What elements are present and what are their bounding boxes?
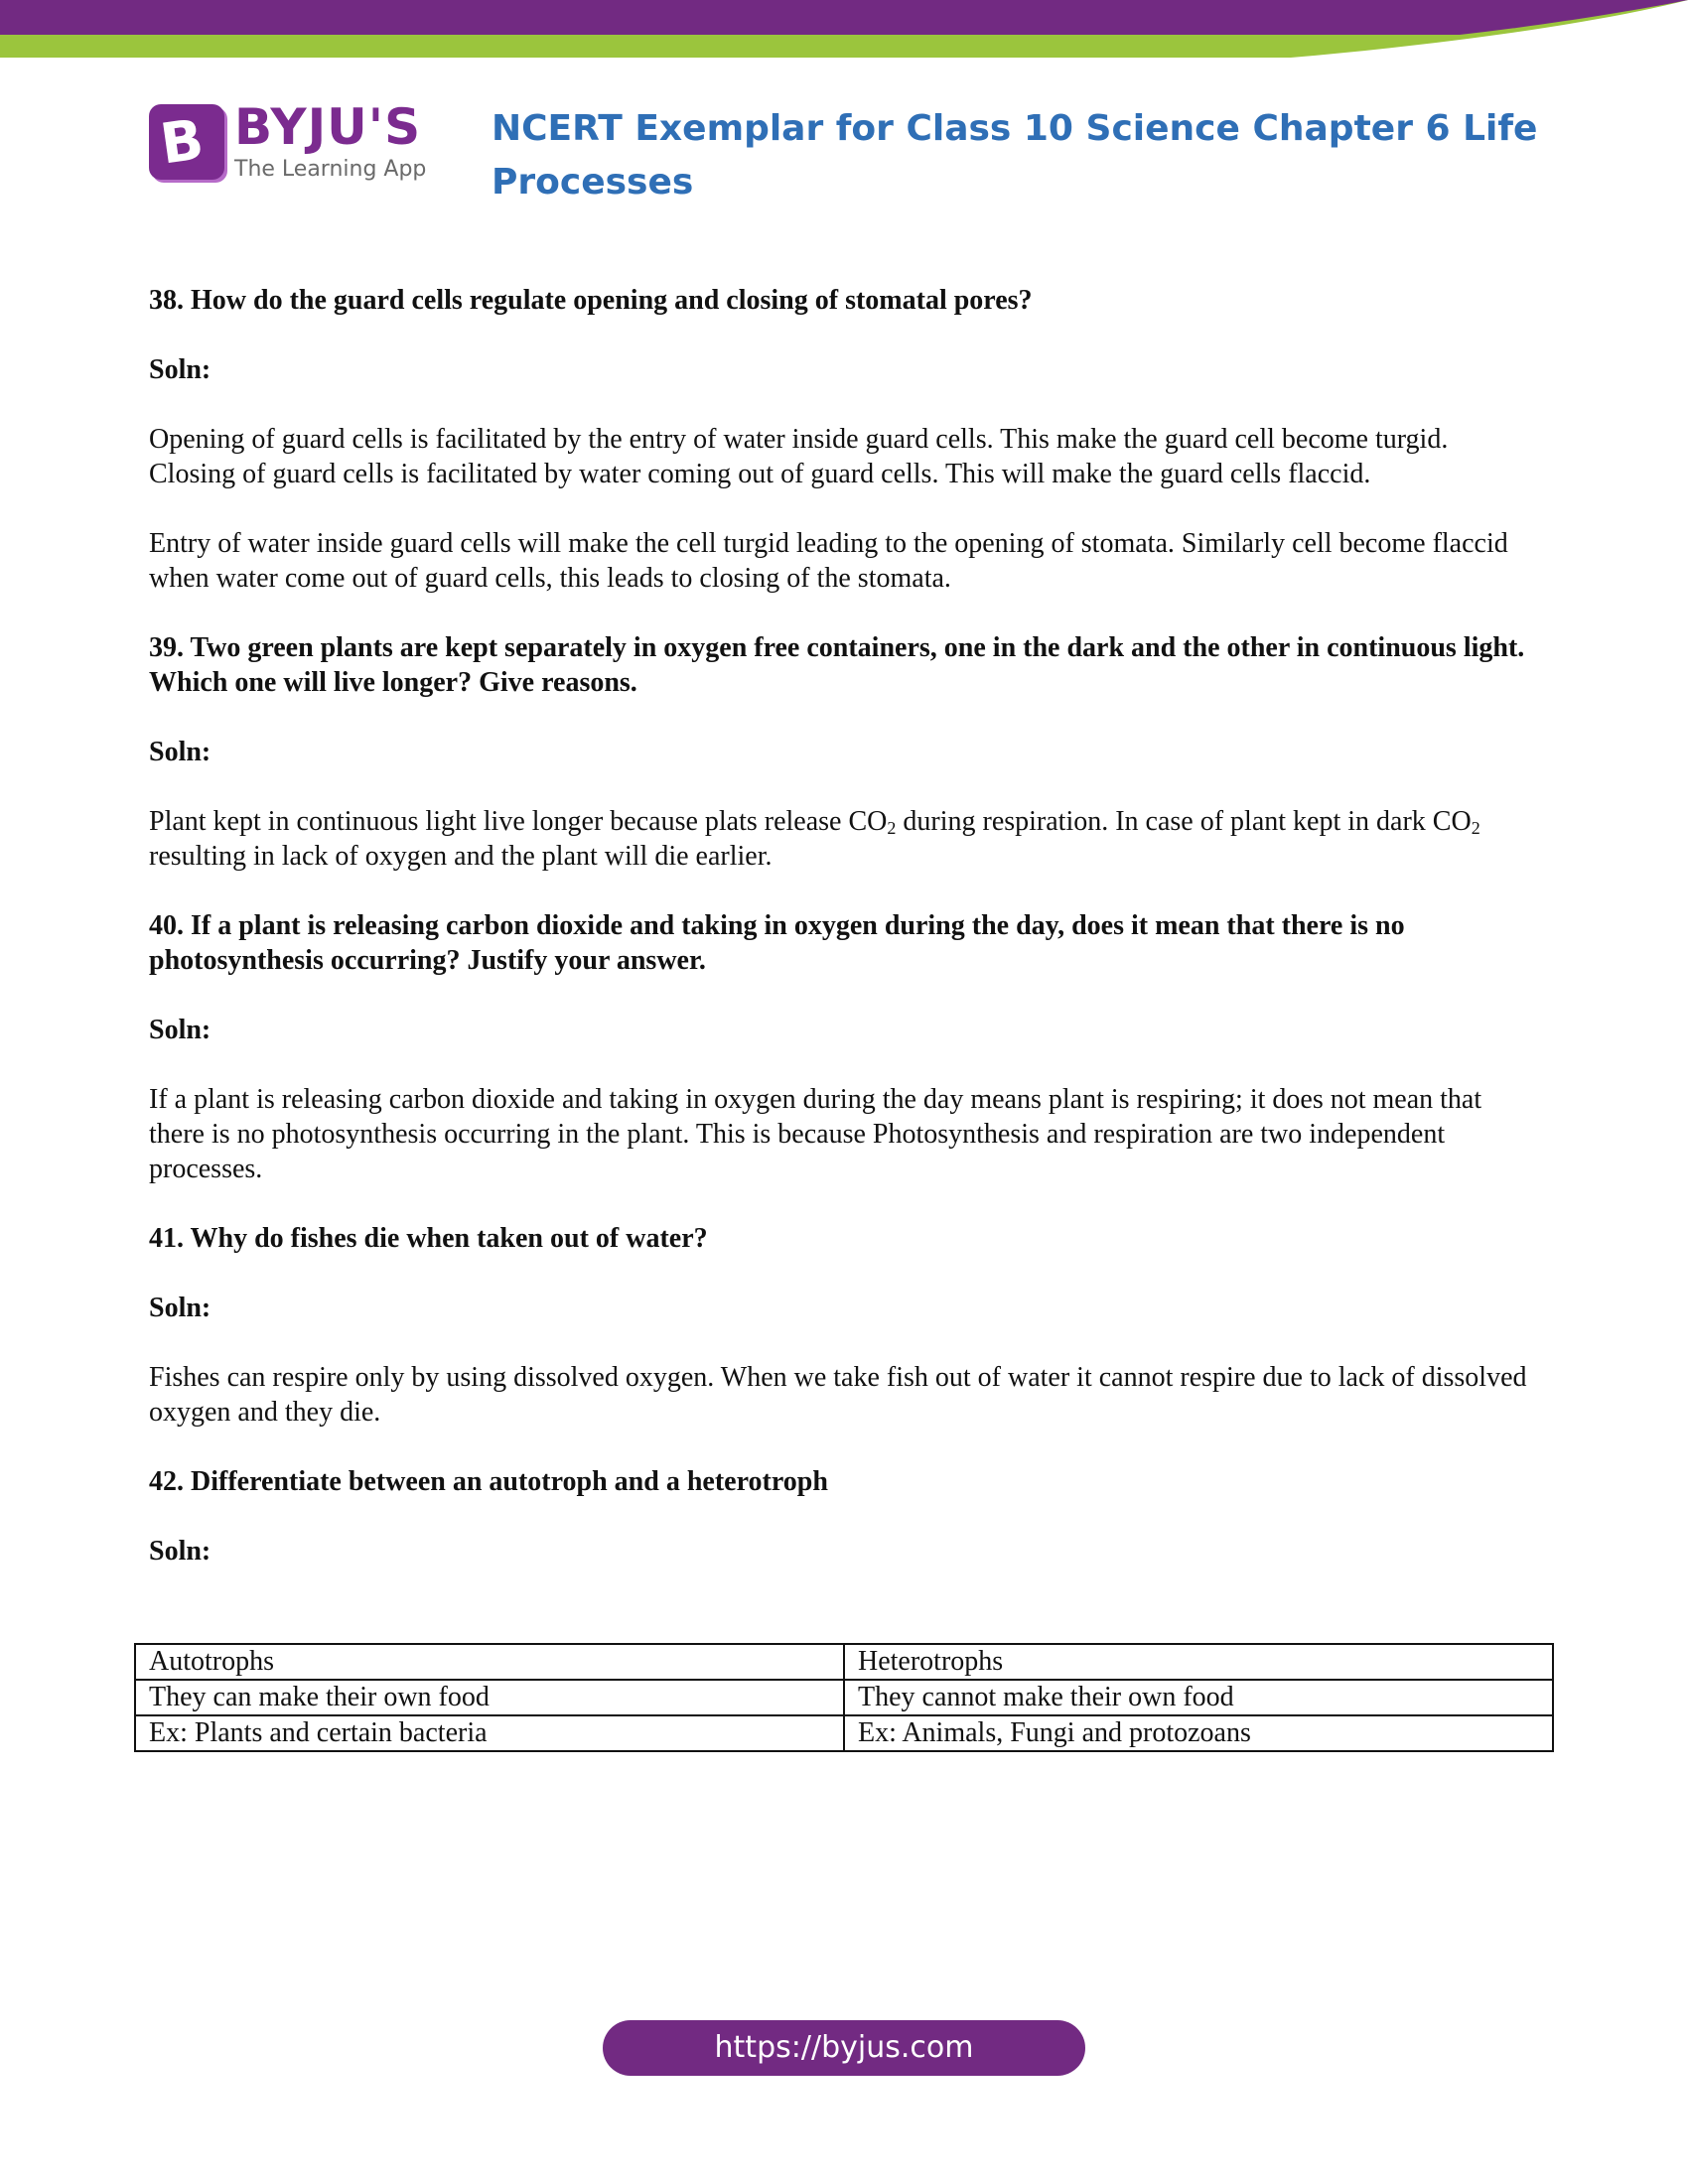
answer-paragraph: Fishes can respire only by using dissolved oxygen. When we take fish out of water it cannot respire due to lack of dissolved oxygen and they die.	[149, 1362, 1527, 1428]
question-text: 41. Why do fishes die when taken out of water?	[149, 1223, 708, 1254]
question-text: 39. Two green plants are kept separately in oxygen free containers, one in the dark and the other in continuous light. Which one will live longer? Give reasons.	[149, 632, 1525, 698]
document-title: NCERT Exemplar for Class 10 Science Chapter 6 Life Processes	[492, 108, 1538, 203]
byjus-logo[interactable]	[149, 99, 432, 184]
answer-text: Plant kept in continuous light live longer because plats release CO	[149, 806, 888, 837]
answer-paragraph: Opening of guard cells is facilitated by the entry of water inside guard cells. This make the guard cell become turgid. Closing of guard cells is facilitated by water coming out of guard cells. This will make the guard cells flaccid.	[149, 424, 1449, 489]
table-cell: Autotrophs	[135, 1644, 844, 1680]
question-block	[149, 1221, 1539, 1430]
table-row	[135, 1644, 1553, 1680]
document-body	[149, 283, 1539, 1603]
question-text: 40. If a plant is releasing carbon dioxide and taking in oxygen during the day, does it mean that there is no photosynthesis occurring? Justify your answer.	[149, 910, 1405, 976]
table-cell: Ex: Plants and certain bacteria	[135, 1715, 844, 1751]
soln-label: Soln:	[149, 1536, 211, 1567]
answer-text: resulting in lack of oxygen and the plant will die earlier.	[149, 841, 773, 872]
table-cell: Heterotrophs	[844, 1644, 1553, 1680]
answer-paragraph	[149, 804, 1539, 874]
logo-wordmark: BYJU'S	[234, 98, 422, 156]
table-cell: They can make their own food	[135, 1680, 844, 1715]
page-header	[149, 94, 1589, 213]
logo-b-icon: B	[149, 104, 224, 180]
question-text: 42. Differentiate between an autotroph and a heterotroph	[149, 1466, 828, 1497]
question-block	[149, 1464, 1539, 1569]
answer-paragraph: If a plant is releasing carbon dioxide and taking in oxygen during the day means plant is respiring; it does not mean that there is no photosynthesis occurring in the plant. This is because Photosynthesis and respiration are two independent processes.	[149, 1084, 1482, 1184]
question-text: 38. How do the guard cells regulate opening and closing of stomatal pores?	[149, 285, 1033, 316]
question-block	[149, 630, 1539, 874]
autotroph-heterotroph-table	[134, 1643, 1554, 1752]
answer-text: during respiration. In case of plant kept in dark CO	[896, 806, 1472, 837]
question-block	[149, 283, 1539, 596]
question-block	[149, 908, 1539, 1186]
subscript: 2	[887, 818, 897, 838]
soln-label: Soln:	[149, 1015, 211, 1045]
footer-url-link[interactable]: https://byjus.com	[603, 2020, 1085, 2076]
logo-tagline: The Learning App	[234, 157, 427, 182]
table-row	[135, 1715, 1553, 1751]
subscript: 2	[1471, 818, 1480, 838]
table-cell: They cannot make their own food	[844, 1680, 1553, 1715]
soln-label: Soln:	[149, 737, 211, 767]
table-cell: Ex: Animals, Fungi and protozoans	[844, 1715, 1553, 1751]
soln-label: Soln:	[149, 354, 211, 385]
answer-paragraph: Entry of water inside guard cells will make the cell turgid leading to the opening of stomata. Similarly cell become flaccid when water come out of guard cells, this leads to closing of the stomata.	[149, 528, 1508, 594]
table-row	[135, 1680, 1553, 1715]
soln-label: Soln:	[149, 1293, 211, 1323]
top-decorative-band	[0, 0, 1688, 60]
